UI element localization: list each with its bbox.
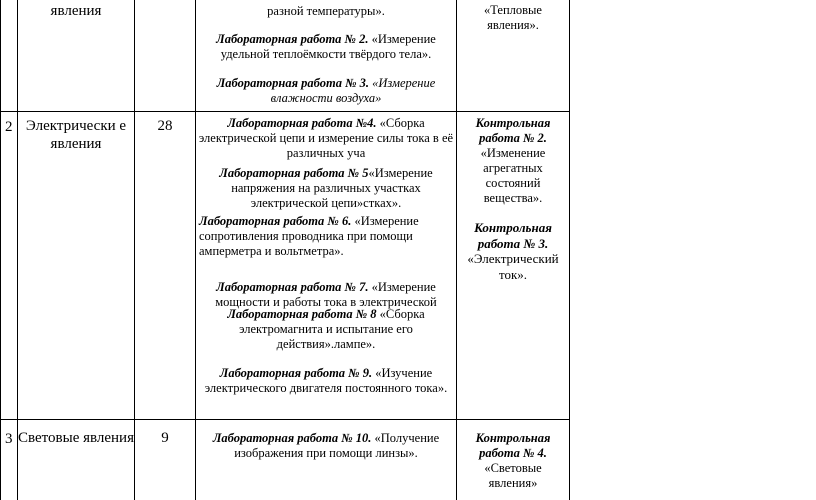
lab-entry: Лабораторная работа № 10. «Получение изображения при помощи линзы». [212, 431, 440, 460]
lab-entry: Лабораторная работа № 9. «Изучение электрического двигателя постоянного тока». [204, 366, 448, 395]
lab-entry: Лабораторная работа №4. «Сборка электрической цепи и измерение силы тока в её различных уча [198, 116, 454, 160]
hours-cell: 9 [161, 430, 169, 446]
control-entry: Контрольная работа № 2. «Изменение агрегатных состояний вещества». [475, 116, 551, 205]
lab-entry: Лабораторная работа № 5«Измерение напряжения на различных участках электрической цепи»стках». [219, 166, 433, 210]
control-entry: Контрольная работа № 4. «Световые явления» [475, 431, 551, 490]
control-entry: Контрольная работа № 3. «Электрический ток». [467, 220, 559, 282]
row-number: 3 [5, 431, 13, 447]
lab-entry: Лабораторная работа № 3. «Измерение влажности воздуха» [216, 76, 436, 105]
topic-cell: Электрически е явления [25, 118, 127, 152]
control-entry: «Тепловые явления». [484, 3, 542, 32]
topic-cell: явления [50, 3, 102, 19]
lab-entry: разной температуры». [267, 4, 385, 18]
lab-entry: Лабораторная работа № 8 «Сборка электромагнита и испытание его действия».лампе». [227, 307, 425, 351]
lab-entry: Лабораторная работа № 2. «Измерение удельной теплоёмкости твёрдого тела». [216, 32, 436, 61]
lab-entry: Лабораторная работа № 7. «Измерение мощности и работы тока в электрической [215, 280, 437, 309]
topic-cell: Световые явления [18, 430, 134, 446]
hours-cell: 28 [157, 118, 173, 134]
lab-entry: Лабораторная работа № 6. «Измерение сопротивления проводника при помощи амперметра и вольтметра». [199, 214, 419, 258]
row-number: 2 [5, 119, 13, 135]
